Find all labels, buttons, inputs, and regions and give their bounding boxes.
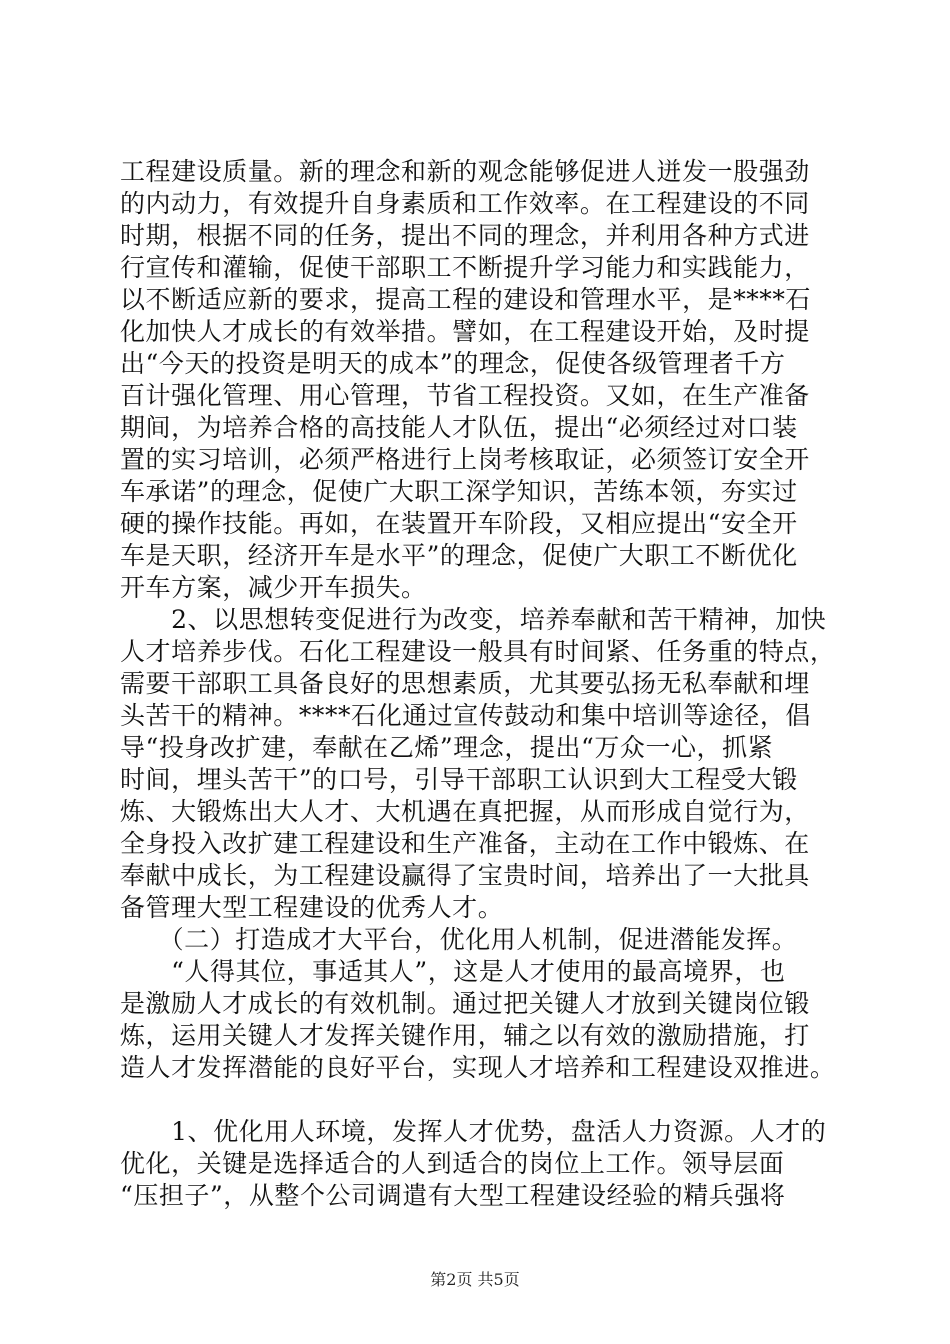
text-line: 时期，根据不同的任务，提出不同的理念，并利用各种方式进: [120, 221, 810, 250]
text-line: 炼、大锻炼出大人才、大机遇在真把握，从而形成自觉行为，: [120, 797, 810, 826]
text-line: 行宣传和灌输，促使干部职工不断提升学习能力和实践能力，: [120, 253, 810, 282]
blank-line: [120, 1084, 840, 1116]
text-line: 的内动力，有效提升自身素质和工作效率。在工程建设的不同: [120, 189, 810, 218]
text-line: 车是天职，经济开车是水平”的理念，促使广大职工不断优化: [120, 541, 798, 570]
text-line: 出“今天的投资是明天的成本”的理念，促使各级管理者千方: [120, 349, 786, 378]
text-line: 头苦干的精神。****石化通过宣传鼓动和集中培训等途径，倡: [120, 701, 811, 730]
paragraph-start: “人得其位，事适其人”，这是人才使用的最高境界，也: [120, 957, 786, 986]
section-heading: （二）打造成才大平台，优化用人机制，促进潜能发挥。: [120, 925, 798, 954]
text-line: 开车方案，减少开车损失。: [120, 573, 427, 602]
text-line: 奉献中成长，为工程建设赢得了宝贵时间，培养出了一大批具: [120, 861, 810, 890]
text-line: 优化，关键是选择适合的人到适合的岗位上工作。领导层面: [120, 1149, 785, 1178]
paragraph-start: 2、以思想转变促进行为改变，培养奉献和苦干精神，加快: [120, 605, 827, 634]
text-line: 车承诺”的理念，促使广大职工深学知识，苦练本领，夯实过: [120, 477, 798, 506]
paragraph-start: 1、优化用人环境，发挥人才优势，盘活人力资源。人才的: [120, 1117, 827, 1146]
text-line: 化加快人才成长的有效举措。譬如，在工程建设开始，及时提: [120, 317, 810, 346]
text-line: 需要干部职工具备良好的思想素质，尤其要弘扬无私奉献和埋: [120, 669, 810, 698]
text-line: 硬的操作技能。再如，在装置开车阶段，又相应提出“安全开: [120, 509, 798, 538]
text-line: 人才培养步伐。石化工程建设一般具有时间紧、任务重的特点，: [120, 637, 836, 666]
text-line: 导“投身改扩建，奉献在乙烯”理念，提出“万众一心，抓紧: [120, 733, 774, 762]
text-line: 置的实习培训，必须严格进行上岗考核取证，必须签订安全开: [120, 445, 810, 474]
text-line: 备管理大型工程建设的优秀人才。: [120, 893, 504, 922]
text-line: 炼，运用关键人才发挥关键作用，辅之以有效的激励措施，打: [120, 1021, 810, 1050]
text-line: 百计强化管理、用心管理，节省工程投资。又如，在生产准备: [120, 381, 810, 410]
text-line: “压担子”，从整个公司调遣有大型工程建设经验的精兵强将: [120, 1181, 786, 1210]
text-line: 工程建设质量。新的理念和新的观念能够促进人迸发一股强劲: [120, 157, 810, 186]
text-line: 期间，为培养合格的高技能人才队伍，提出“必须经过对口装: [120, 413, 798, 442]
page-footer: 第2页 共5页: [430, 1270, 520, 1289]
text-line: 全身投入改扩建工程建设和生产准备，主动在工作中锻炼、在: [120, 829, 810, 858]
text-line: 是激励人才成长的有效机制。通过把关键人才放到关键岗位锻: [120, 989, 810, 1018]
text-line: 造人才发挥潜能的良好平台，实现人才培养和工程建设双推进。: [120, 1053, 836, 1082]
text-line: 以不断适应新的要求，提高工程的建设和管理水平，是****石: [120, 285, 811, 314]
text-line: 时间，埋头苦干”的口号，引导干部职工认识到大工程受大锻: [120, 765, 798, 794]
